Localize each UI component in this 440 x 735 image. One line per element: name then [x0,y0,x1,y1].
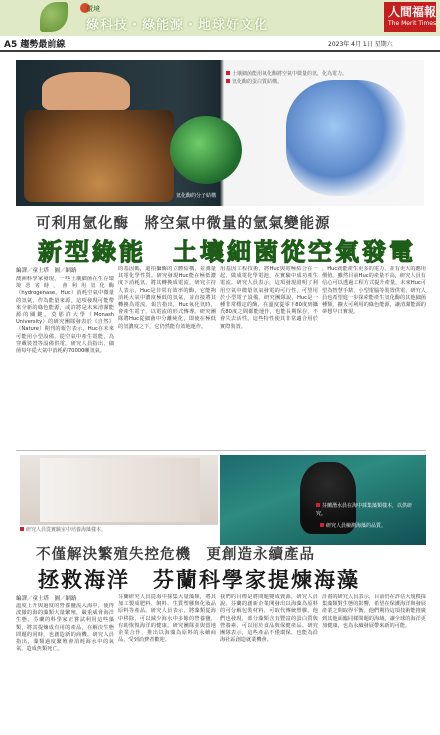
article1-column: 用基因工程技術，將Huc與電極結合在一起，做成電化學電池，在實驗中成功產生電流。研究人員表示，這項發現證明了利用空氣中微量氫氣發電的可行性，可望用於小型電子設備。研究團隊說，Huc是一種非常穩定的酶，在溫度從零下80度到攝氏80度之間都能運作，也能長期保存，不會失去活性。這些特性使其非常適合用於實際裝置。 [220,266,318,330]
article2-headline: 拯救海洋 芬蘭科學家提煉海藻 [38,568,360,592]
newspaper-logo-english: The Merit Times [388,20,437,27]
article2-byline: 編譯／童士塔 圖／網路 [16,596,77,602]
photo-caption: 研究人員從實驗室中培養海藻樣本。 [26,527,107,533]
caption-bullet-icon [316,503,320,507]
lab-scene [40,458,200,522]
page-label: A5 趨勢最前線 [4,40,66,50]
article2-column: 計畫的研究人員表示，目前仍在評估大規模採集藻類對生態的影響，希望在保護海洋與發展產業之間取得平衡。他們期待這項技術能推廣到其他面臨同樣問題的海域，讓全球的海洋更加健康，也為永續發展帶來新的可能。 [322,594,426,629]
caption-bullet-icon [226,71,230,75]
article2-subheadline: 不僅解決繁殖失控危機 更創造永續產品 [36,546,315,563]
section-slogan: 綠科技・綠能源・地球好文化 [86,18,269,33]
bacteria-illustration [170,116,242,184]
photo-caption: 研究人員檢測海藻的品質。 [326,523,387,529]
article1-column: 澳洲科學家發現，一些土壤細菌在生存環境惡劣時，會利用氫化酶（hydrogenase，Huc）消耗空氣中微量的氫氣，作為能量來源。這項發現可能帶來全新的綠色能源，或許將是未來清潔能源的關鍵。莫那許大學（Monash University）的研究團隊發表於《自然》（Nature）期刊的報告表示，Huc在未來可能用小型設備，從空氣中產生電能，為穿戴裝置等設備供電。研究人員指出，細菌每年從大氣中消耗約70000噸氫氣。 [16,276,114,355]
photo-caption: 芬蘭潛水員在海中採集藻類樣本，以供研究。 [316,503,413,517]
enzyme-structure-illustration [286,80,406,196]
article1-byline: 編譯／童士塔 圖／網路 [16,268,77,274]
lab-photo-caption [20,526,106,533]
hand-illustration [42,72,130,112]
article2-column: 芬蘭研究人員從海中採集大量藻類，將其加工製成肥料、飼料、生質塑膠與化妝品原料等產品。研究人員表示，將藻類從海中移除，可以減少海水中多餘的營養鹽，有助恢復海洋的健康。研究團隊並與當地企業合作，推出以海藻為原料的永續商品，受到消費者歡迎。 [118,594,216,644]
newspaper-logo-chinese: 人間福報 [388,5,437,19]
diver-photo-caption-2 [320,522,386,529]
article1-headline: 新型綠能 土壤細菌從空氣發電 [38,238,416,266]
photo-caption: 氫化酶的蛋白質結構。 [232,79,283,85]
article1-column: ，Huc就能產生更多的電力，並有更大的應用價值。雖然目前Huc的產量不高，研究人員有信心可以透過工程方式提升產量，未來Huc可望為智慧手錶、小型電腦等裝置供電，研究人員也希望進一步探索能產生氫化酶的其他細菌種類，擴大可利用的綠色能源，讓清潔能源的夢想早日實現。 [322,266,426,316]
article1-column: 的基因碼，還拍攝酶的立體結構，並測量其電化學性質。研究發現Huc能在極低濃度下消耗氫，將其轉換成電流。研究主持人表示，Huc是非常有效率的酶，它能夠消耗大氣中濃度極低的氫氣，並直接將其轉換為電流。報告指出，Huc氧化氫時，會產生電子，以電流的形式傳導。研究團隊將Huc從細菌中分離純化，即使在極低的氫濃度之下，它仍然能有效地運作。 [118,266,216,330]
caption-bullet-icon [226,79,230,83]
soil-illustration [24,110,174,202]
caption-bullet-icon [20,527,24,531]
issue-date: 2023年 4月 1日 星期六 [328,41,393,48]
bacteria-caption: 氫化酶的分子結構 [176,193,217,199]
article2-column: 我們的目標是將問題變成資源，研究人員說。芬蘭的創新企業開發出以海藻為原料的可分解包裝材料，可取代傳統塑膠。他們也發現，部分藻類含有豐富的蛋白質與營養素，可以用於食品與保健產品。研究團隊表示，這些產品不僅環保，也能為沿海社區創造就業機會。 [220,594,318,644]
article1-photo-captions [226,70,347,86]
diver-photo-caption [316,502,420,518]
article2-column: 溫度上升與過度的營養鹽流入海中，使得波羅的海的藻類大量繁殖，嚴重威脅海洋生態。芬蘭的科學家正嘗試利用這些藻類，將其提煉成有用的產品，在解決生態問題的同時，也創造新的商機。研究人員指出，藻類過度繁殖會消耗海水中的氧氣，造成魚類死亡。 [16,603,114,653]
caption-bullet-icon [320,523,324,527]
photo-caption: 土壤細菌能用氧化酶將空氣中微量的氫，化為電力。 [232,71,348,77]
article1-subheadline: 可利用氫化酶 將空氣中微量的氫氣變能源 [36,215,331,232]
article-divider [16,450,426,451]
section-label: 環境 [86,5,100,13]
